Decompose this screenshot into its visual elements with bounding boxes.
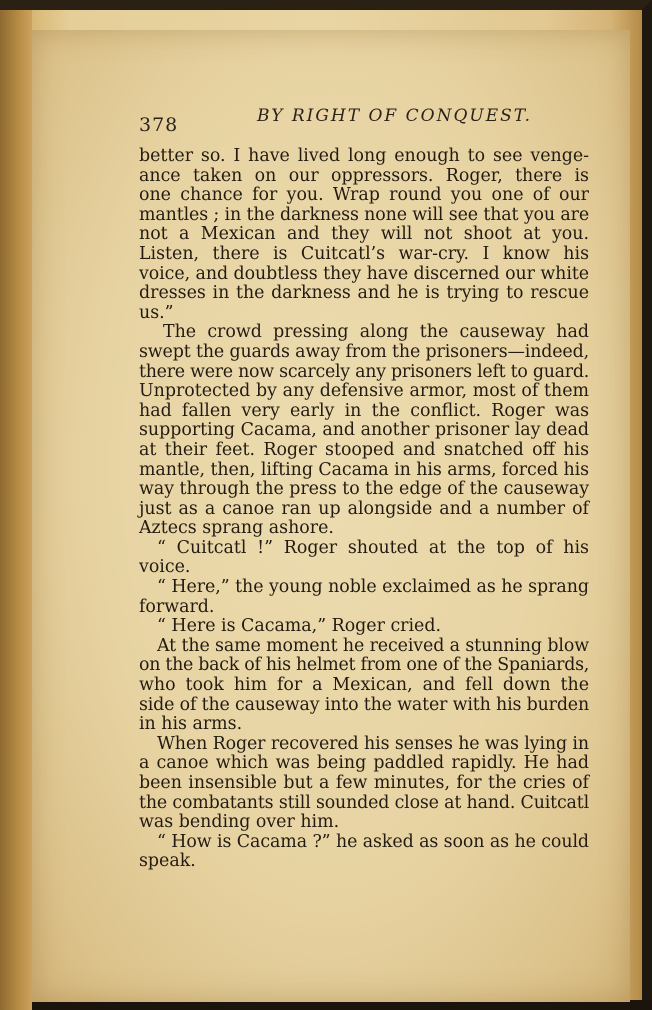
text-line: at their feet. Roger stooped and snatched off his <box>139 439 589 460</box>
text-line: who took him for a Mexican, and fell down the <box>139 675 589 696</box>
text-line: one chance for you. Wrap round you one of our <box>139 185 589 206</box>
text-line: forward. <box>139 596 215 617</box>
text-line: The crowd pressing along the causeway had <box>163 322 589 343</box>
text-line: mantle, then, lifting Cacama in his arms, forced his <box>139 459 589 480</box>
page-number: 378 <box>139 114 179 136</box>
text-line: voice. <box>139 557 191 578</box>
text-line: been insensible but a few minutes, for the cries of <box>139 773 589 793</box>
body-text <box>139 147 589 872</box>
text-line: swept the guards away from the prisoners—indeed, <box>139 341 589 362</box>
text-line: supporting Cacama, and another prisoner lay dead <box>139 420 589 441</box>
text-line: there were now scarcely any prisoners left to guard. <box>139 361 589 382</box>
running-head <box>0 104 652 134</box>
text-line: us.” <box>139 302 174 323</box>
page-edge <box>0 10 32 1010</box>
text-line: When Roger recovered his senses he was lying in <box>157 733 589 754</box>
text-line: “ Here is Cacama,” Roger cried. <box>157 616 442 637</box>
text-line: At the same moment he received a stunning blow <box>157 635 589 656</box>
text-line: “ Cuitcatl !” Roger shouted at the top of his <box>157 537 589 558</box>
text-line: had fallen very early in the conflict. Roger was <box>139 400 589 421</box>
text-line: Unprotected by any defensive armor, most of them <box>139 381 589 402</box>
text-line: on the back of his helmet from one of the Spaniards, <box>139 655 589 676</box>
text-line: not a Mexican and they will not shoot at you. <box>139 224 589 245</box>
text-line: just as a canoe ran up alongside and a number of <box>139 498 589 519</box>
text-line: dresses in the darkness and he is trying to rescue <box>139 283 589 304</box>
text-line: better so. I have lived long enough to see venge- <box>139 146 589 166</box>
text-line: “ How is Cacama ?” he asked as soon as he could <box>157 831 589 852</box>
text-line: ance taken on our oppressors. Roger, there is <box>139 165 589 186</box>
running-title: BY RIGHT OF CONQUEST. <box>257 106 533 126</box>
text-line: a canoe which was being paddled rapidly. He had <box>139 753 589 774</box>
text-line: side of the causeway into the water with his burden <box>139 694 589 715</box>
text-line: Aztecs sprang ashore. <box>139 518 334 539</box>
text-line: was bending over him. <box>139 812 340 833</box>
text-line: speak. <box>139 851 196 872</box>
text-line: way through the press to the edge of the causeway <box>139 479 589 500</box>
text-line: mantles ; in the darkness none will see that you are <box>139 204 590 225</box>
text-line: voice, and doubtless they have discerned our white <box>139 263 589 284</box>
text-line: the combatants still sounded close at hand. Cuitcatl <box>139 792 589 813</box>
text-line: in his arms. <box>139 714 243 735</box>
text-line: Listen, there is Cuitcatl’s war-cry. I know his <box>139 243 589 264</box>
text-line: “ Here,” the young noble exclaimed as he sprang <box>157 577 589 598</box>
